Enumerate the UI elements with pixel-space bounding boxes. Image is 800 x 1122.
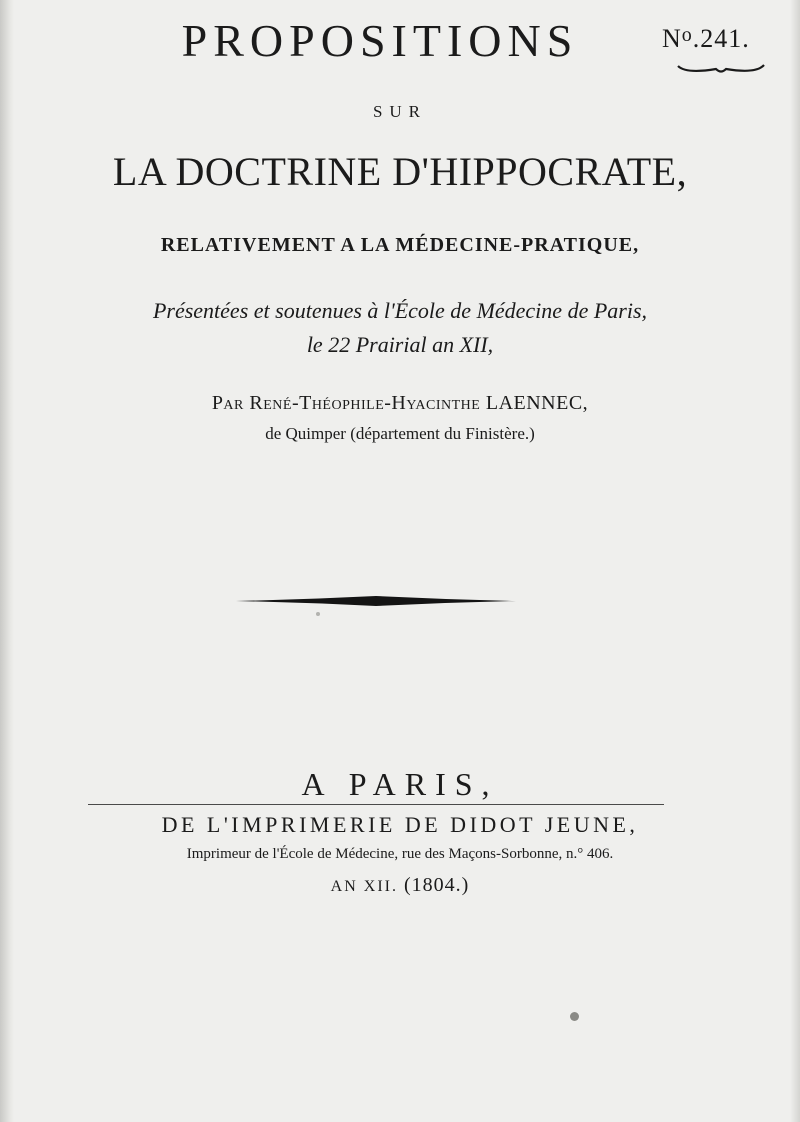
- paper-spot: [316, 612, 320, 616]
- author-origin: de Quimper (département du Finistère.): [265, 424, 535, 443]
- imprint-rule: [88, 804, 664, 805]
- catalog-number-value: .241.: [692, 24, 750, 53]
- title-sur: SUR: [372, 102, 428, 121]
- title-relatively: RELATIVEMENT A LA MÉDECINE-PRATIQUE,: [160, 234, 640, 256]
- imprint-year-label: AN XII.: [330, 878, 398, 895]
- title-subject: LA DOCTRINE D'HIPPOCRATE,: [112, 149, 688, 194]
- decorative-rule: [236, 594, 516, 608]
- imprint-printer: DE L'IMPRIMERIE DE DIDOT JEUNE,: [161, 812, 639, 837]
- catalog-number-sup: o: [681, 24, 693, 46]
- imprint-year-value: (1804.): [404, 874, 470, 896]
- presentation-line-1: Présentées et soutenues à l'École de Médecine de Paris,: [152, 298, 648, 323]
- author-line: [0, 392, 800, 415]
- imprint-city: A PARIS,: [301, 766, 499, 802]
- paper-spot: [570, 1012, 579, 1021]
- title-propositions: PROPOSITIONS: [181, 15, 579, 66]
- imprint-year: [0, 874, 800, 897]
- presentation-line-2: le 22 Prairial an XII,: [306, 332, 494, 357]
- author-name: LAENNEC,: [485, 392, 589, 414]
- catalog-number-prefix: N: [662, 24, 682, 53]
- imprint-printer-detail: Imprimeur de l'École de Médecine, rue des Maçons-Sorbonne, n.° 406.: [186, 846, 614, 862]
- author-by: Par René-Théophile-Hyacinthe: [211, 392, 481, 414]
